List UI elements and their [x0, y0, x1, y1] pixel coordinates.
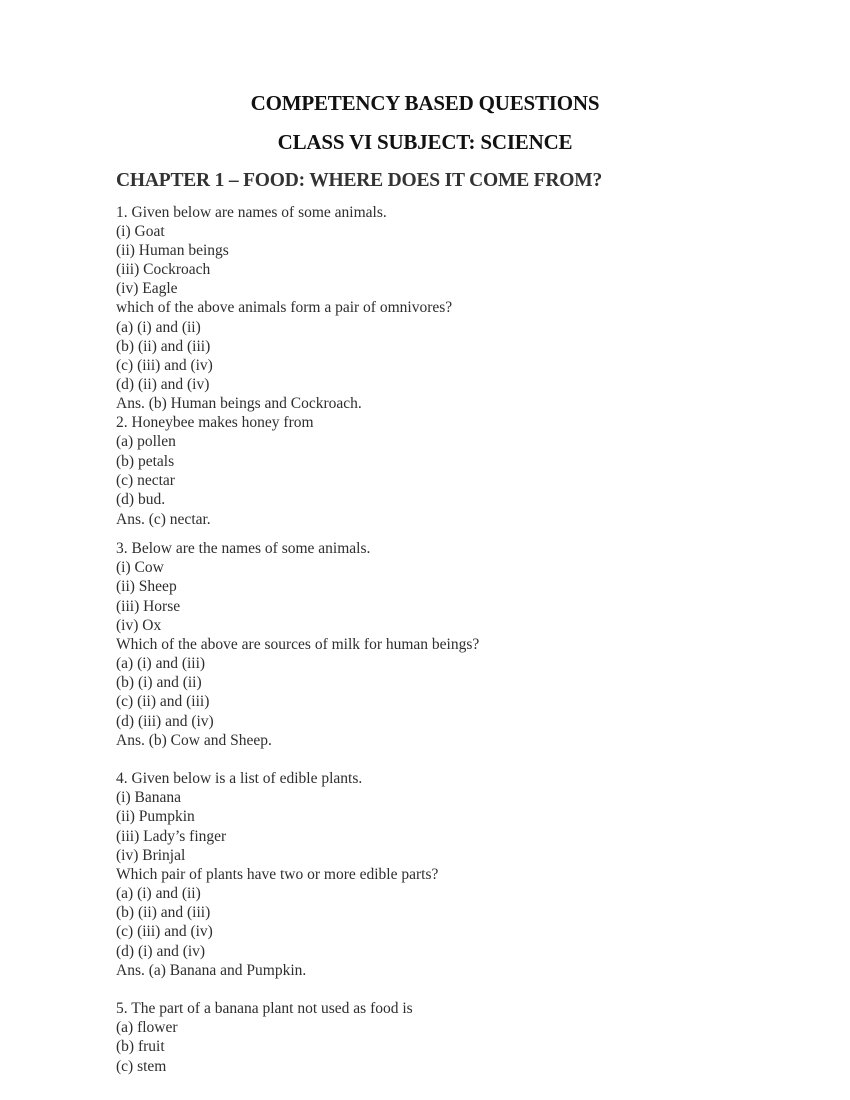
option: (b) (i) and (ii): [116, 674, 202, 691]
list-item: (i) Banana: [116, 789, 181, 806]
chapter-heading: CHAPTER 1 – FOOD: WHERE DOES IT COME FROM?: [116, 170, 602, 191]
option: (c) (iii) and (iv): [116, 923, 213, 940]
option: (a) (i) and (iii): [116, 655, 206, 672]
question-prompt: Which pair of plants have two or more edible parts?: [116, 866, 439, 883]
document-title: COMPETENCY BASED QUESTIONS: [250, 91, 600, 115]
question-prompt: Which of the above are sources of milk for human beings?: [116, 636, 480, 653]
question-stem: 4. Given below is a list of edible plants.: [116, 770, 363, 787]
option: (d) bud.: [116, 491, 166, 508]
question-stem: 2. Honeybee makes honey from: [116, 414, 314, 431]
list-item: (ii) Human beings: [116, 242, 229, 259]
answer: Ans. (c) nectar.: [116, 511, 211, 528]
list-item: (iii) Cockroach: [116, 261, 211, 278]
list-item: (iv) Eagle: [116, 280, 178, 297]
list-item: (iv) Ox: [116, 617, 162, 634]
list-item: (ii) Sheep: [116, 578, 177, 595]
list-item: (iv) Brinjal: [116, 847, 186, 864]
list-item: (iii) Lady’s finger: [116, 828, 227, 845]
option: (b) (ii) and (iii): [116, 338, 211, 355]
option: (a) pollen: [116, 433, 176, 450]
question-stem: 3. Below are the names of some animals.: [116, 540, 371, 557]
option: (c) stem: [116, 1058, 167, 1075]
answer: Ans. (a) Banana and Pumpkin.: [116, 962, 307, 979]
option: (a) (i) and (ii): [116, 885, 201, 902]
option: (a) (i) and (ii): [116, 319, 201, 336]
answer: Ans. (b) Human beings and Cockroach.: [116, 395, 362, 412]
option: (d) (ii) and (iv): [116, 376, 210, 393]
option: (b) fruit: [116, 1038, 165, 1055]
option: (d) (i) and (iv): [116, 943, 206, 960]
question-stem: 1. Given below are names of some animals.: [116, 204, 387, 221]
list-item: (ii) Pumpkin: [116, 808, 195, 825]
option: (b) (ii) and (iii): [116, 904, 211, 921]
option: (b) petals: [116, 453, 175, 470]
option: (d) (iii) and (iv): [116, 713, 214, 730]
list-item: (iii) Horse: [116, 598, 181, 615]
list-item: (i) Goat: [116, 223, 165, 240]
question-stem: 5. The part of a banana plant not used as food is: [116, 1000, 413, 1017]
answer: Ans. (b) Cow and Sheep.: [116, 732, 272, 749]
list-item: (i) Cow: [116, 559, 164, 576]
document-subtitle: CLASS VI SUBJECT: SCIENCE: [277, 130, 573, 154]
option: (a) flower: [116, 1019, 178, 1036]
option: (c) (ii) and (iii): [116, 693, 210, 710]
option: (c) nectar: [116, 472, 175, 489]
option: (c) (iii) and (iv): [116, 357, 213, 374]
question-prompt: which of the above animals form a pair of omnivores?: [116, 299, 453, 316]
